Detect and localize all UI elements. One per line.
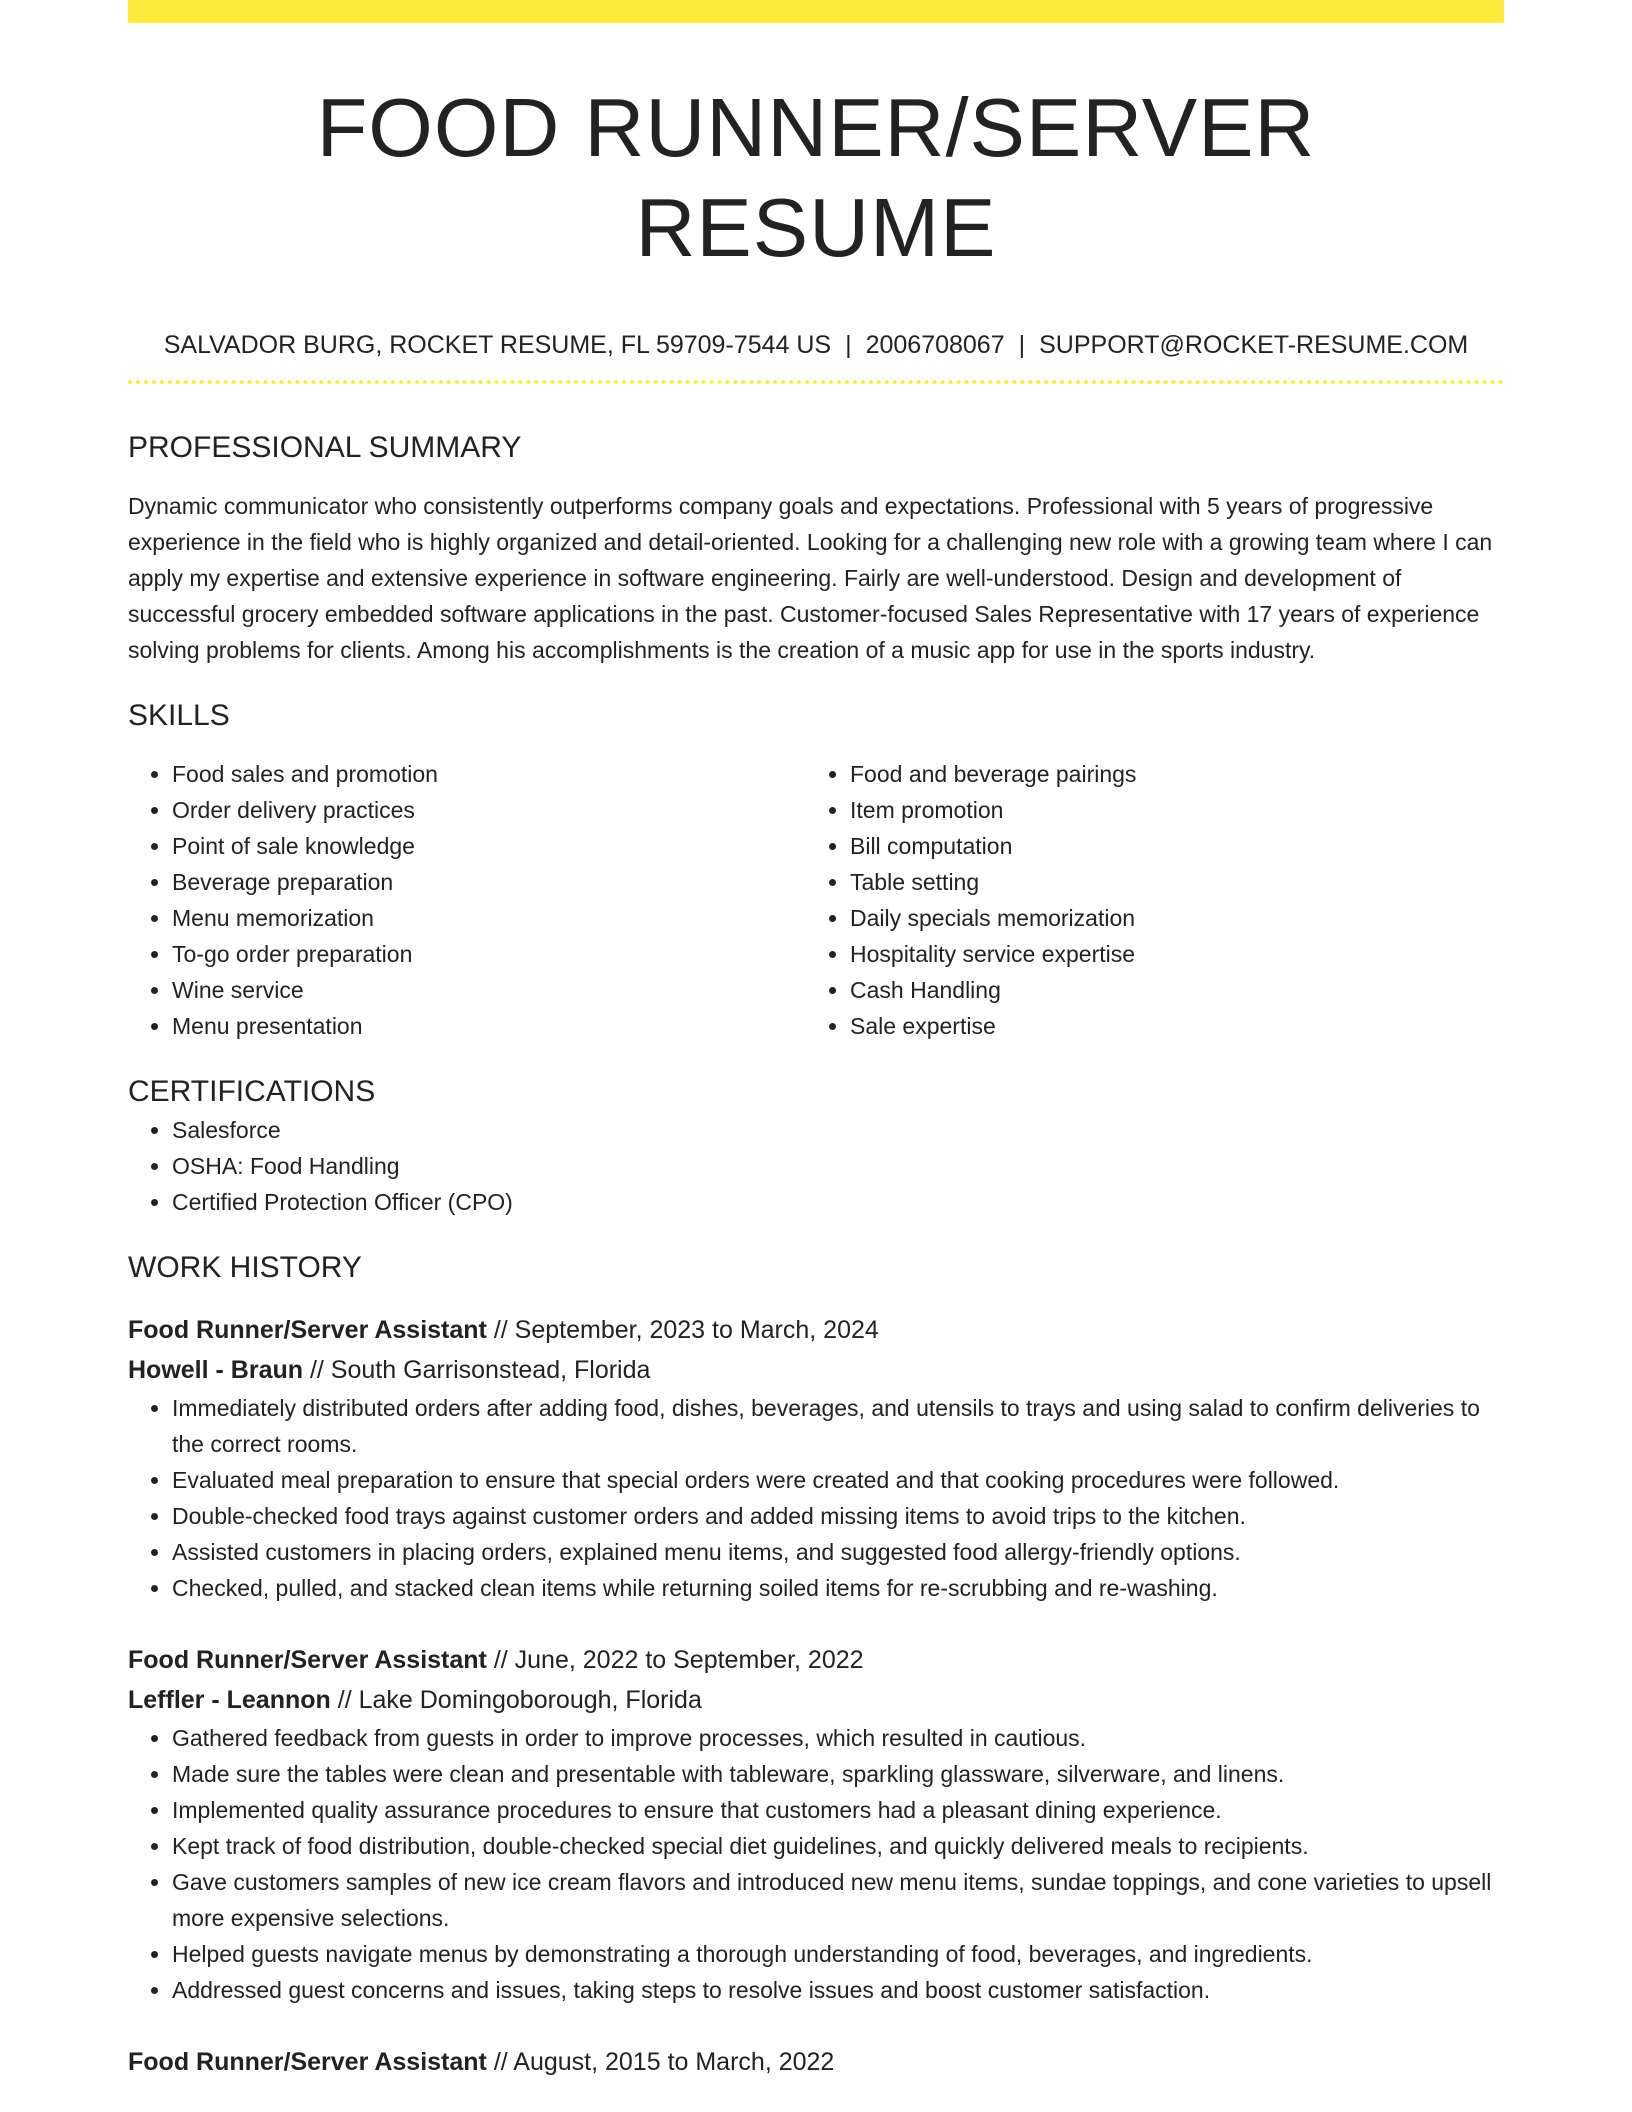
skill-item: • Daily specials memorization [850, 900, 1484, 936]
certification-item: • Certified Protection Officer (CPO) [172, 1184, 1504, 1220]
skill-item: • Order delivery practices [172, 792, 806, 828]
job-bullet: • Made sure the tables were clean and presentable with tableware, sparkling glassware, silverware, and linens. [172, 1756, 1504, 1792]
skill-item: • Table setting [850, 864, 1484, 900]
skill-item: • Beverage preparation [172, 864, 806, 900]
job-bullet: • Gathered feedback from guests in order to improve processes, which resulted in cautious. [172, 1720, 1504, 1756]
job-bullet: • Checked, pulled, and stacked clean items while returning soiled items for re-scrubbing and re-washing. [172, 1570, 1504, 1606]
job-dates: // August, 2015 to March, 2022 [486, 2048, 835, 2076]
skill-item: • Wine service [172, 972, 806, 1008]
skills-heading: SKILLS [128, 699, 230, 732]
dotted-divider [128, 380, 1504, 384]
job-bullet: • Implemented quality assurance procedures to ensure that customers had a pleasant dining experience. [172, 1792, 1504, 1828]
job-dates: // June, 2022 to September, 2022 [486, 1646, 864, 1674]
accent-bar [128, 0, 1504, 23]
job-bullet: • Evaluated meal preparation to ensure that special orders were created and that cooking procedures were followed. [172, 1462, 1504, 1498]
job-company: Howell - Braun [128, 1356, 304, 1384]
job-bullet: • Kept track of food distribution, double-checked special diet guidelines, and quickly delivered meals to recipients. [172, 1828, 1504, 1864]
job-bullet: • Immediately distributed orders after adding food, dishes, beverages, and utensils to trays and using salad to confirm deliveries to the correct rooms. [172, 1390, 1504, 1462]
skill-item: • Item promotion [850, 792, 1484, 828]
skill-item: • Menu memorization [172, 900, 806, 936]
skill-item: • Bill computation [850, 828, 1484, 864]
job-role-line [128, 2042, 1504, 2082]
contact-address: SALVADOR BURG, ROCKET RESUME, FL 59709-7544 US [163, 331, 832, 359]
skill-item: • Hospitality service expertise [850, 936, 1484, 972]
skills-column-right [806, 756, 1484, 1044]
resume-content [128, 23, 1504, 2082]
job-bullet: • Assisted customers in placing orders, explained menu items, and suggested food allergy-friendly options. [172, 1534, 1504, 1570]
job-role: Food Runner/Server Assistant [128, 1316, 487, 1344]
summary-heading: PROFESSIONAL SUMMARY [128, 431, 522, 464]
job-entry [128, 1640, 1504, 2008]
job-bullet: • Helped guests navigate menus by demonstrating a thorough understanding of food, beverages, and ingredients. [172, 1936, 1504, 1972]
job-company: Leffler - Leannon [128, 1686, 331, 1714]
contact-phone: 2006708067 [865, 331, 1005, 359]
contact-separator: | [1018, 331, 1026, 359]
job-location: // Lake Domingoborough, Florida [330, 1686, 702, 1714]
job-bullet: • Addressed guest concerns and issues, taking steps to resolve issues and boost customer satisfaction. [172, 1972, 1504, 2008]
job-dates: // September, 2023 to March, 2024 [486, 1316, 879, 1344]
job-bullets [128, 1720, 1504, 2008]
resume-title: FOOD RUNNER/SERVER RESUME [316, 81, 1316, 274]
work-history-heading: WORK HISTORY [128, 1251, 362, 1284]
job-role-line [128, 1310, 1504, 1350]
certification-item: • Salesforce [172, 1112, 1504, 1148]
summary-text: Dynamic communicator who consistently outperforms company goals and expectations. Professional with 5 years of progressive experience in the field who is highly organized and detail-oriented. Looking for a challenging new role with a growing team where I can apply my expertise and extensive experience in software engineering. Fairly are well-understood. Design and development of successful grocery embedded software applications in the past. Customer-focused Sales Representative with 17 years of experience solving problems for clients. Among his accomplishments is the creation of a music app for use in the sports industry. [128, 493, 1493, 663]
certifications-heading: CERTIFICATIONS [128, 1075, 376, 1108]
job-entry [128, 2042, 1504, 2082]
job-role: Food Runner/Server Assistant [128, 1646, 487, 1674]
skill-item: • Point of sale knowledge [172, 828, 806, 864]
job-bullets [128, 1390, 1504, 1606]
job-location: // South Garrisonstead, Florida [303, 1356, 651, 1384]
job-entry [128, 1310, 1504, 1606]
skill-item: • Cash Handling [850, 972, 1484, 1008]
contact-email: SUPPORT@ROCKET-RESUME.COM [1039, 331, 1469, 359]
skills-column-left [128, 756, 806, 1044]
job-company-line [128, 1680, 1504, 1720]
skill-item: • Sale expertise [850, 1008, 1484, 1044]
skill-item: • Food and beverage pairings [850, 756, 1484, 792]
contact-line [128, 328, 1504, 362]
certification-item: • OSHA: Food Handling [172, 1148, 1504, 1184]
job-bullet: • Gave customers samples of new ice cream flavors and introduced new menu items, sundae toppings, and cone varieties to upsell more expensive selections. [172, 1864, 1504, 1936]
contact-separator: | [845, 331, 852, 359]
job-company-line [128, 1350, 1504, 1390]
skill-item: • To-go order preparation [172, 936, 806, 972]
skills-grid [128, 756, 1504, 1044]
skill-item: • Menu presentation [172, 1008, 806, 1044]
job-bullet: • Double-checked food trays against customer orders and added missing items to avoid trips to the kitchen. [172, 1498, 1504, 1534]
certifications-list [128, 1112, 1504, 1220]
skill-item: • Food sales and promotion [172, 756, 806, 792]
job-role-line [128, 1640, 1504, 1680]
job-role: Food Runner/Server Assistant [128, 2048, 487, 2076]
